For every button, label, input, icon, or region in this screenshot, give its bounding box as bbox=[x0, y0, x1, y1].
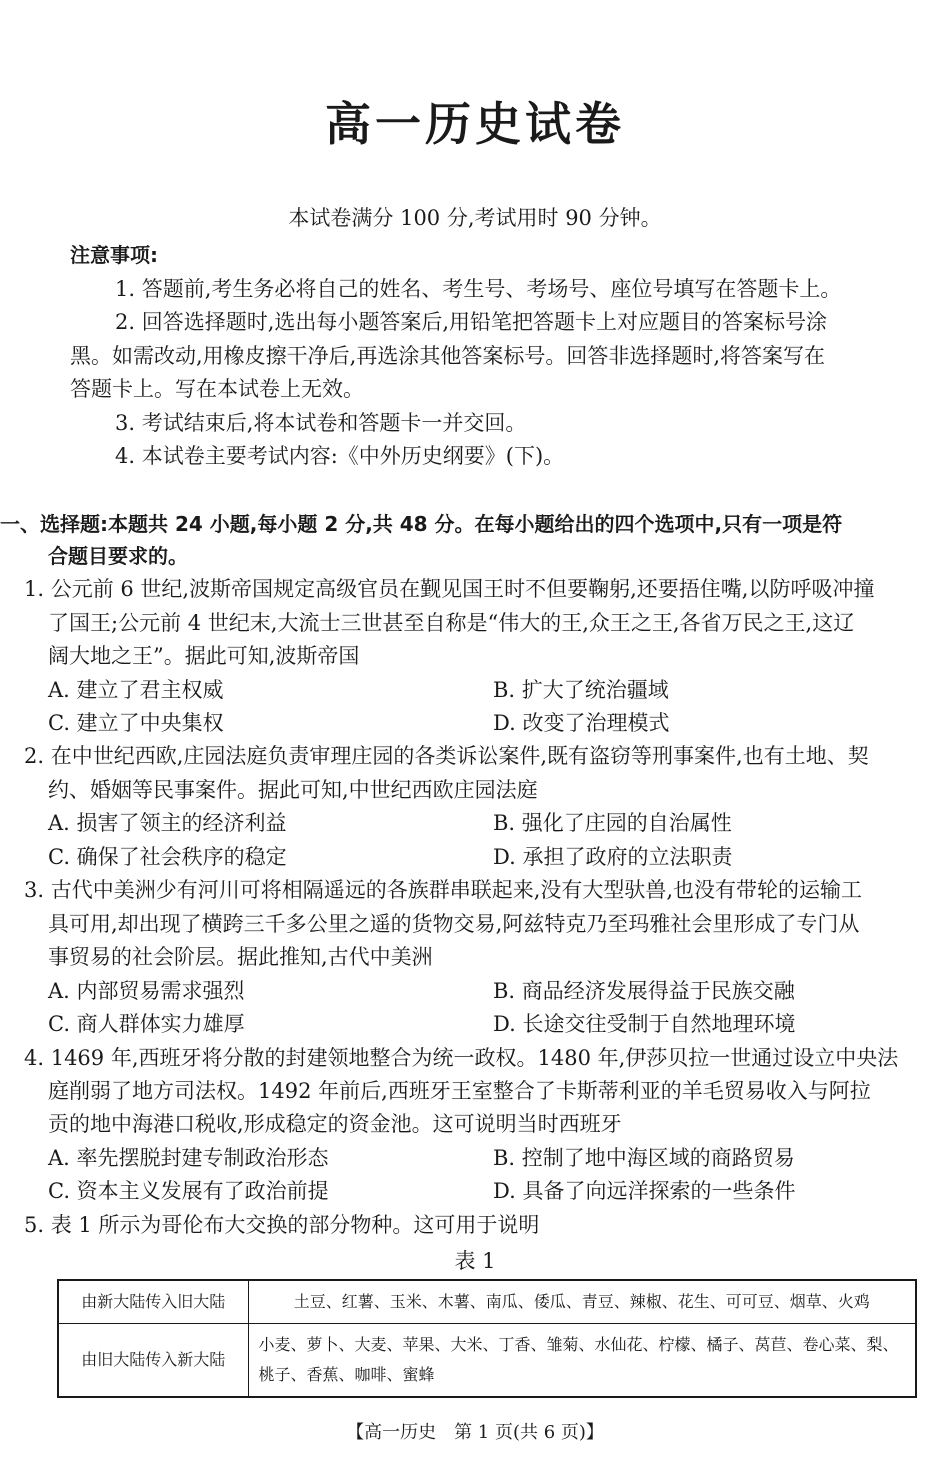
question-4-option-d: D. 具备了向远洋探索的一些条件 bbox=[493, 1179, 796, 1203]
page-title: 高一历史试卷 bbox=[325, 97, 625, 151]
question-5-text: 5. 表 1 所示为哥伦布大交换的部分物种。这可用于说明 bbox=[24, 1213, 540, 1237]
question-2-option-b: B. 强化了庄园的自治属性 bbox=[493, 811, 732, 835]
question-4-option-b: B. 控制了地中海区域的商路贸易 bbox=[493, 1146, 795, 1170]
question-4-option-a: A. 率先摆脱封建专制政治形态 bbox=[48, 1146, 329, 1170]
table-row-label: 由新大陆传入旧大陆 bbox=[58, 1280, 248, 1324]
exam-info: 本试卷满分 100 分,考试用时 90 分钟。 bbox=[288, 206, 662, 230]
question-3-text: 具可用,却出现了横跨三千多公里之遥的货物交易,阿兹特克乃至玛雅社会里形成了专门从 bbox=[48, 912, 860, 936]
section-heading: 一、选择题:本题共 24 小题,每小题 2 分,共 48 分。在每小题给出的四个选项中,只有一项是符 bbox=[0, 512, 843, 536]
notice-line: 3. 考试结束后,将本试卷和答题卡一并交回。 bbox=[115, 411, 527, 435]
question-3-option-d: D. 长途交往受制于自然地理环境 bbox=[493, 1012, 796, 1036]
notice-line: 4. 本试卷主要考试内容:《中外历史纲要》(下)。 bbox=[115, 444, 565, 468]
question-4-text: 4. 1469 年,西班牙将分散的封建领地整合为统一政权。1480 年,伊莎贝拉一世通过设立中央法 bbox=[24, 1046, 899, 1070]
table-row-label: 由旧大陆传入新大陆 bbox=[58, 1324, 248, 1398]
notice-heading: 注意事项: bbox=[70, 243, 158, 267]
question-1-option-d: D. 改变了治理模式 bbox=[493, 711, 670, 735]
question-3-option-c: C. 商人群体实力雄厚 bbox=[48, 1012, 245, 1036]
notice-line: 1. 答题前,考生务必将自己的姓名、考生号、考场号、座位号填写在答题卡上。 bbox=[115, 277, 842, 301]
question-2-text: 约、婚姻等民事案件。据此可知,中世纪西欧庄园法庭 bbox=[48, 778, 538, 802]
question-2-text: 2. 在中世纪西欧,庄园法庭负责审理庄园的各类诉讼案件,既有盗窃等刑事案件,也有土地、契 bbox=[24, 744, 869, 768]
question-1-option-a: A. 建立了君主权威 bbox=[48, 678, 224, 702]
page-footer: 【高一历史 第 1 页(共 6 页)】 bbox=[346, 1422, 604, 1443]
question-3-text: 3. 古代中美洲少有河川可将相隔遥远的各族群串联起来,没有大型驮兽,也没有带轮的运输工 bbox=[24, 878, 863, 902]
question-1-option-b: B. 扩大了统治疆域 bbox=[493, 678, 669, 702]
question-4-option-c: C. 资本主义发展有了政治前提 bbox=[48, 1179, 329, 1203]
question-4-text: 庭削弱了地方司法权。1492 年前后,西班牙王室整合了卡斯蒂利亚的羊毛贸易收入与阿拉 bbox=[48, 1079, 871, 1103]
species-table bbox=[57, 1279, 917, 1398]
notice-line: 黑。如需改动,用橡皮擦干净后,再选涂其他答案标号。回答非选择题时,将答案写在 bbox=[70, 344, 826, 368]
question-3-option-b: B. 商品经济发展得益于民族交融 bbox=[493, 979, 795, 1003]
table-row-value: 小麦、萝卜、大麦、苹果、大米、丁香、雏菊、水仙花、柠檬、橘子、莴苣、卷心菜、梨、桃子、香蕉、咖啡、蜜蜂 bbox=[248, 1324, 916, 1398]
question-3-text: 事贸易的社会阶层。据此推知,古代中美洲 bbox=[48, 945, 433, 969]
table-caption: 表 1 bbox=[454, 1249, 496, 1273]
question-1-text: 了国王;公元前 4 世纪末,大流士三世甚至自称是“伟大的王,众王之王,各省万民之王,这辽 bbox=[48, 611, 855, 635]
table-row-value: 土豆、红薯、玉米、木薯、南瓜、倭瓜、青豆、辣椒、花生、可可豆、烟草、火鸡 bbox=[248, 1280, 916, 1324]
question-2-option-a: A. 损害了领主的经济利益 bbox=[48, 811, 287, 835]
table-row bbox=[58, 1324, 916, 1398]
notice-line: 2. 回答选择题时,选出每小题答案后,用铅笔把答题卡上对应题目的答案标号涂 bbox=[115, 310, 828, 334]
question-1-text: 1. 公元前 6 世纪,波斯帝国规定高级官员在觐见国王时不但要鞠躬,还要捂住嘴,以防呼吸冲撞 bbox=[24, 577, 875, 601]
table-row bbox=[58, 1280, 916, 1324]
question-1-option-c: C. 建立了中央集权 bbox=[48, 711, 224, 735]
question-4-text: 贡的地中海港口税收,形成稳定的资金池。这可说明当时西班牙 bbox=[48, 1112, 622, 1136]
notice-line: 答题卡上。写在本试卷上无效。 bbox=[70, 377, 364, 401]
question-2-option-d: D. 承担了政府的立法职责 bbox=[493, 845, 733, 869]
section-heading-cont: 合题目要求的。 bbox=[48, 544, 188, 568]
question-3-option-a: A. 内部贸易需求强烈 bbox=[48, 979, 245, 1003]
question-1-text: 阔大地之王”。据此可知,波斯帝国 bbox=[48, 644, 360, 668]
question-2-option-c: C. 确保了社会秩序的稳定 bbox=[48, 845, 287, 869]
